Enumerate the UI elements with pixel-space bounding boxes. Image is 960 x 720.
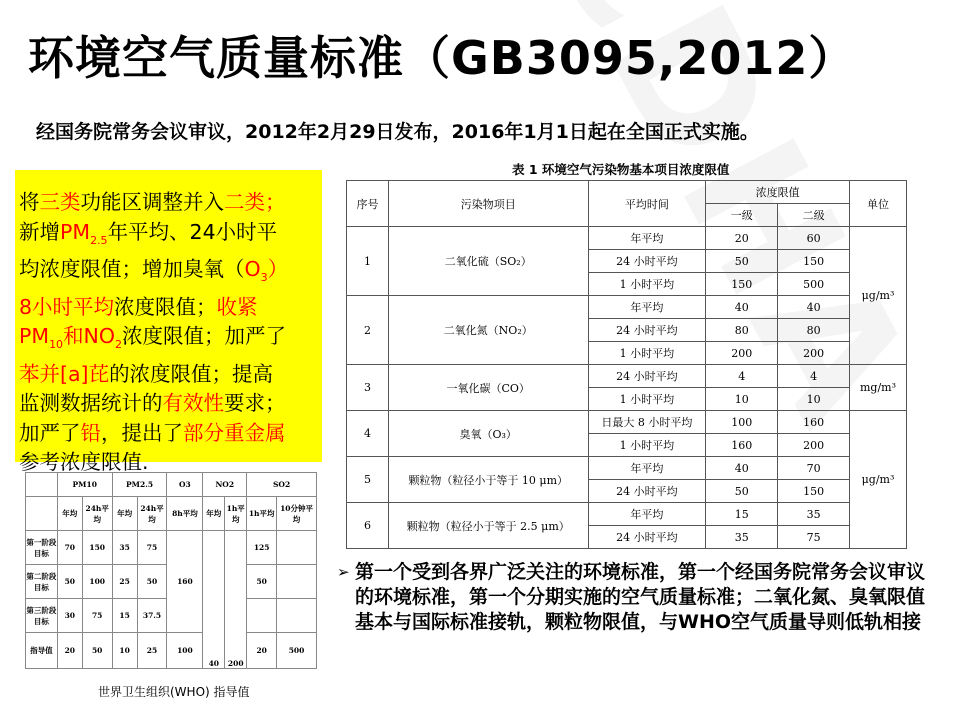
who-cell: 30 [57,599,82,633]
who-h-so2: SO2 [247,473,317,497]
cell-g1: 4 [706,365,778,388]
cell-item: 一氧化碳（CO） [388,365,588,411]
header-no: 序号 [347,181,389,227]
cell-item: 二氧化硫（SO₂） [388,227,588,296]
cell-g1: 15 [706,503,778,526]
cell-avg: 年平均 [588,503,706,526]
header-unit: 单位 [850,181,907,227]
who-cell: 50 [82,633,112,669]
cell-avg: 1 小时平均 [588,273,706,296]
cell-g1: 200 [706,342,778,365]
cell-g2: 60 [778,227,850,250]
who-cell: 50 [247,565,277,599]
who-cell: 100 [82,565,112,599]
cell-g1: 20 [706,227,778,250]
who-cell: 35 [112,531,137,565]
cell-item: 颗粒物（粒径小于等于 10 μm） [388,457,588,503]
who-cell: 25 [137,633,167,669]
cell-g2: 160 [778,411,850,434]
cell-item: 颗粒物（粒径小于等于 2.5 μm） [388,503,588,549]
slide-title: 环境空气质量标准（GB3095,2012） [28,31,856,85]
header-avg: 平均时间 [588,181,706,227]
main-table-caption: 表 1 环境空气污染物基本项目浓度限值 [512,162,730,177]
slide-subtitle: 经国务院常务会议审议，2012年2月29日发布，2016年1月1日起在全国正式实施。 [36,121,759,143]
cell-g2: 70 [778,457,850,480]
cell-no: 2 [347,296,389,365]
cell-g2: 500 [778,273,850,296]
cell-unit: μg/m³ [850,411,907,549]
who-cell: 70 [57,531,82,565]
who-cell-o3: 160 [167,531,203,633]
table-row [347,296,907,319]
hl-line-3: 均浓度限值；增加臭氧$(O_3)$ [19,257,289,285]
who-cell: 37.5 [137,599,167,633]
cell-avg: 24 小时平均 [588,480,706,503]
table-header-row [347,181,907,204]
who-h-no2: NO2 [203,473,247,497]
cell-g1: 10 [706,388,778,411]
cell-avg: 1 小时平均 [588,388,706,411]
who-cell: 20 [247,633,277,669]
cell-g1: 50 [706,480,778,503]
header-limit: 浓度限值 [706,181,850,204]
who-subheader-row [26,497,317,531]
cell-g2: 150 [778,250,850,273]
bullet-point [337,560,937,635]
who-cell: 50 [137,565,167,599]
cell-avg: 24 小时平均 [588,319,706,342]
cell-g2: 4 [778,365,850,388]
table-row [347,365,907,388]
who-h-pm25: PM2.5 [112,473,167,497]
cell-g1: 160 [706,434,778,457]
cell-g2: 35 [778,503,850,526]
who-h-pm10: PM10 [57,473,112,497]
who-cell: 100 [167,633,203,669]
cell-g2: 75 [778,526,850,549]
cell-g2: 80 [778,319,850,342]
cell-unit: μg/m³ [850,227,907,365]
who-cell: 75 [137,531,167,565]
header-grade2: 二级 [778,204,850,227]
hl-line-5: $PM_{10}$和$NO_2$浓度限值；加严了 [19,324,287,352]
cell-g1: 40 [706,296,778,319]
cell-avg: 年平均 [588,296,706,319]
cell-no: 4 [347,411,389,457]
who-row-label: 第二阶段目标 [26,565,58,599]
arrow-bullet-icon: ➢ [337,563,350,581]
who-sub: 年均 [57,497,82,531]
bullet-text: 第一个受到各界广泛关注的环境标准，第一个经国务院常务会议审议的环境标准，第一个分期实施的空气质量标准；二氧化氮、臭氧限值基本与国际标准接轨，颗粒物限值，与WHO空气质量导则低轨相接 [355,561,926,633]
table-row [347,411,907,434]
cell-g1: 35 [706,526,778,549]
header-grade1: 一级 [706,204,778,227]
cell-no: 3 [347,365,389,411]
who-cell: 200 [225,531,247,669]
who-header-row [26,473,317,497]
cell-avg: 年平均 [588,227,706,250]
who-sub: 8h平均 [167,497,203,531]
who-sub: 年均 [203,497,225,531]
who-row-label: 第一阶段目标 [26,531,58,565]
hl-line-2: 新增$PM_{2.5}$年平均、24小时平 [19,219,278,247]
who-row [26,633,317,669]
hl-line-6: 苯并[a]芘的浓度限值；提高 [19,361,274,386]
who-h-o3: O3 [167,473,203,497]
who-row-label: 指导值 [26,633,58,669]
who-cell: 15 [112,599,137,633]
who-cell: 50 [57,565,82,599]
who-cell: 40 [203,531,225,669]
who-cell: 20 [57,633,82,669]
cell-avg: 日最大 8 小时平均 [588,411,706,434]
who-sub: 10分钟平均 [277,497,317,531]
hl-line-9: 参考浓度限值. [19,450,149,475]
cell-g2: 200 [778,342,850,365]
who-cell: 125 [247,531,277,565]
who-cell: 150 [82,531,112,565]
cell-g2: 10 [778,388,850,411]
hl-line-7: 监测数据统计的有效性要求； [19,391,286,416]
cell-g1: 40 [706,457,778,480]
cell-g2: 40 [778,296,850,319]
table-row [347,503,907,526]
cell-no: 5 [347,457,389,503]
hl-line-4: 8小时平均浓度限值；收紧 [19,294,258,319]
cell-g2: 200 [778,434,850,457]
who-row [26,531,317,565]
who-guideline-table [25,472,317,669]
cell-avg: 24 小时平均 [588,250,706,273]
cell-no: 1 [347,227,389,296]
hl-line-1: 将三类功能区调整并入二类； [19,190,286,214]
who-row-label: 第三阶段目标 [26,599,58,633]
who-cell: 500 [277,633,317,669]
header-item: 污染物项目 [388,181,588,227]
cell-avg: 年平均 [588,457,706,480]
cell-unit: mg/m³ [850,365,907,411]
who-cell: 75 [82,599,112,633]
who-sub: 24h平均 [137,497,167,531]
cell-no: 6 [347,503,389,549]
cell-item: 二氧化氮（NO₂） [388,296,588,365]
table-row [347,457,907,480]
cell-avg: 1 小时平均 [588,342,706,365]
cell-avg: 24 小时平均 [588,526,706,549]
highlight-box [15,170,322,475]
cell-g1: 50 [706,250,778,273]
who-sub: 年均 [112,497,137,531]
table-row [347,227,907,250]
who-sub: 1h平均 [225,497,247,531]
cell-g2: 150 [778,480,850,503]
who-sub: 1h平均 [247,497,277,531]
cell-avg: 1 小时平均 [588,434,706,457]
cell-g1: 80 [706,319,778,342]
who-cell: 10 [112,633,137,669]
cell-g1: 100 [706,411,778,434]
who-table-caption: 世界卫生组织(WHO) 指导值 [98,685,250,699]
hl-line-8: 加严了铅，提出了部分重金属 [19,420,286,445]
cell-g1: 150 [706,273,778,296]
who-cell: 25 [112,565,137,599]
pollutant-limits-table [346,180,907,549]
cell-item: 臭氧（O₃） [388,411,588,457]
who-sub: 24h平均 [82,497,112,531]
cell-avg: 24 小时平均 [588,365,706,388]
